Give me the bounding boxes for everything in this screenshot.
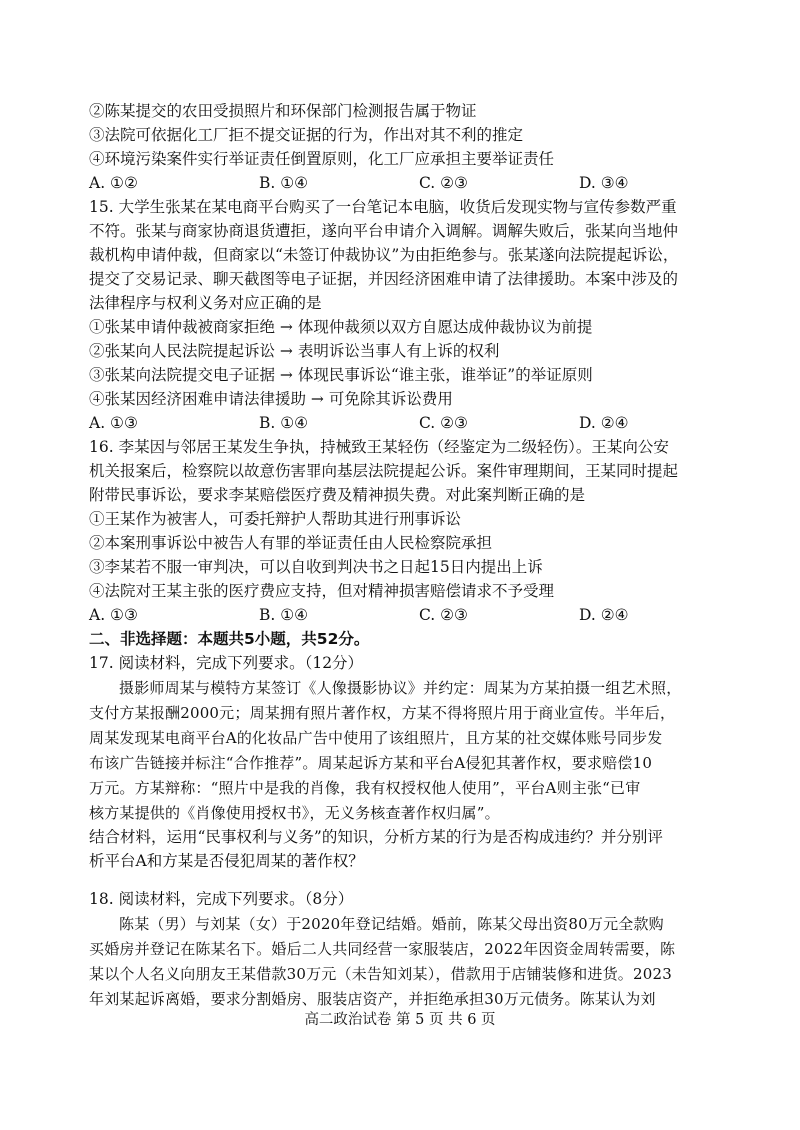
q15-stem-line: 裁机构申请仲裁，但商家以“未签订仲裁协议”为由拒绝参与。张某遂向法院提起诉讼，	[89, 246, 679, 264]
q14-item-2: ②陈某提交的农田受损照片和环保部门检测报告属于物证	[89, 102, 477, 120]
q17-material-line: 布该广告链接并标注“合作推荐”。周某起诉方某和平台A侵犯其著作权，要求赔偿10	[89, 754, 653, 772]
q16-item-1: ①王某作为被害人，可委托辩护人帮助其进行刑事诉讼	[89, 510, 462, 528]
q15-option-b: B. ①④	[259, 414, 309, 432]
q15-option-d: D. ②④	[579, 414, 629, 432]
q14-option-d: D. ③④	[579, 174, 629, 192]
q14-option-a: A. ①②	[89, 174, 138, 192]
q15-option-c: C. ②③	[419, 414, 468, 432]
q17-question-line: 析平台A和方某是否侵犯周某的著作权？	[89, 852, 364, 870]
q18-material-line: 年刘某起诉离婚，要求分割婚房、服装店资产，并拒绝承担30万元债务。陈某认为刘	[89, 990, 656, 1008]
q16-item-3: ③李某若不服一审判决，可以自收到判决书之日起15日内提出上诉	[89, 558, 543, 576]
q16-option-b: B. ①④	[259, 606, 309, 624]
q16-stem-line: 16. 李某因与邻居王某发生争执，持械致王某轻伤（经鉴定为二级轻伤）。王某向公安	[89, 438, 669, 456]
q16-stem-line: 附带民事诉讼，要求李某赔偿医疗费及精神损失费。对此案判断正确的是	[89, 486, 586, 504]
q17-material-line: 核方某提供的《肖像使用授权书》，无义务核查著作权归属”。	[89, 804, 500, 822]
q15-item-2: ②张某向人民法院提起诉讼 → 表明诉讼当事人有上诉的权利	[89, 342, 500, 360]
q15-item-3: ③张某向法院提交电子证据 → 体现民事诉讼“谁主张，谁举证”的举证原则	[89, 366, 593, 384]
q17-question-line: 结合材料，运用“民事权利与义务”的知识，分析方某的行为是否构成违约？并分别评	[89, 828, 663, 846]
q16-option-c: C. ②③	[419, 606, 468, 624]
q16-stem-line: 机关报案后，检察院以故意伤害罪向基层法院提起公诉。案件审理期间，王某同时提起	[89, 462, 679, 480]
q14-option-b: B. ①④	[259, 174, 309, 192]
section-heading: 二、非选择题：本题共5小题，共52分。	[89, 630, 370, 648]
q14-item-3: ③法院可依据化工厂拒不提交证据的行为，作出对其不利的推定	[89, 126, 524, 144]
q15-item-1: ①张某申请仲裁被商家拒绝 → 体现仲裁须以双方自愿达成仲裁协议为前提	[89, 318, 593, 336]
q18-material-line: 买婚房并登记在陈某名下。婚后二人共同经营一家服装店，2022年因资金周转需要，陈	[89, 940, 676, 958]
q16-item-4: ④法院对王某主张的医疗费应支持，但对精神损害赔偿请求不予受理	[89, 582, 555, 600]
q15-stem-line: 法律程序与权利义务对应正确的是	[89, 294, 322, 312]
q18-material-line: 某以个人名义向朋友王某借款30万元（未告知刘某），借款用于店铺装修和进货。2023	[89, 965, 672, 983]
q15-option-a: A. ①③	[89, 414, 138, 432]
q15-stem-line: 15. 大学生张某在某电商平台购买了一台笔记本电脑，收货后发现实物与宣传参数严重	[89, 198, 677, 216]
q17-material-line: 支付方某报酬2000元；周某拥有照片著作权，方某不得将照片用于商业宣传。半年后，	[89, 704, 676, 722]
q14-option-c: C. ②③	[419, 174, 468, 192]
q17-heading: 17. 阅读材料，完成下列要求。（12分）	[89, 654, 364, 672]
q15-item-4: ④张某因经济困难申请法律援助 → 可免除其诉讼费用	[89, 390, 453, 408]
q16-option-d: D. ②④	[579, 606, 629, 624]
q16-item-2: ②本案刑事诉讼中被告人有罪的举证责任由人民检察院承担	[89, 534, 493, 552]
page-footer: 高二政治试卷 第 5 页 共 6 页	[304, 1012, 496, 1028]
q17-material-line: 周某发现某电商平台A的化妆品广告中使用了该组照片，且方某的社交媒体账号同步发	[89, 729, 663, 747]
q15-stem-line: 不符。张某与商家协商退货遭拒，遂向平台申请介入调解。调解失败后，张某向当地仲	[89, 222, 679, 240]
q14-item-4: ④环境污染案件实行举证责任倒置原则，化工厂应承担主要举证责任	[89, 150, 555, 168]
q16-option-a: A. ①③	[89, 606, 138, 624]
q15-stem-line: 提交了交易记录、聊天截图等电子证据，并因经济困难申请了法律援助。本案中涉及的	[89, 270, 679, 288]
q17-material-line: 万元。方某辩称：“照片中是我的肖像，我有权授权他人使用”，平台A则主张“已审	[89, 779, 641, 797]
q18-material-line: 陈某（男）与刘某（女）于2020年登记结婚。婚前，陈某父母出资80万元全款购	[119, 915, 664, 933]
q17-material-line: 摄影师周某与模特方某签订《人像摄影协议》并约定：周某为方某拍摄一组艺术照，	[119, 679, 682, 697]
q18-heading: 18. 阅读材料，完成下列要求。（8分）	[89, 890, 354, 908]
